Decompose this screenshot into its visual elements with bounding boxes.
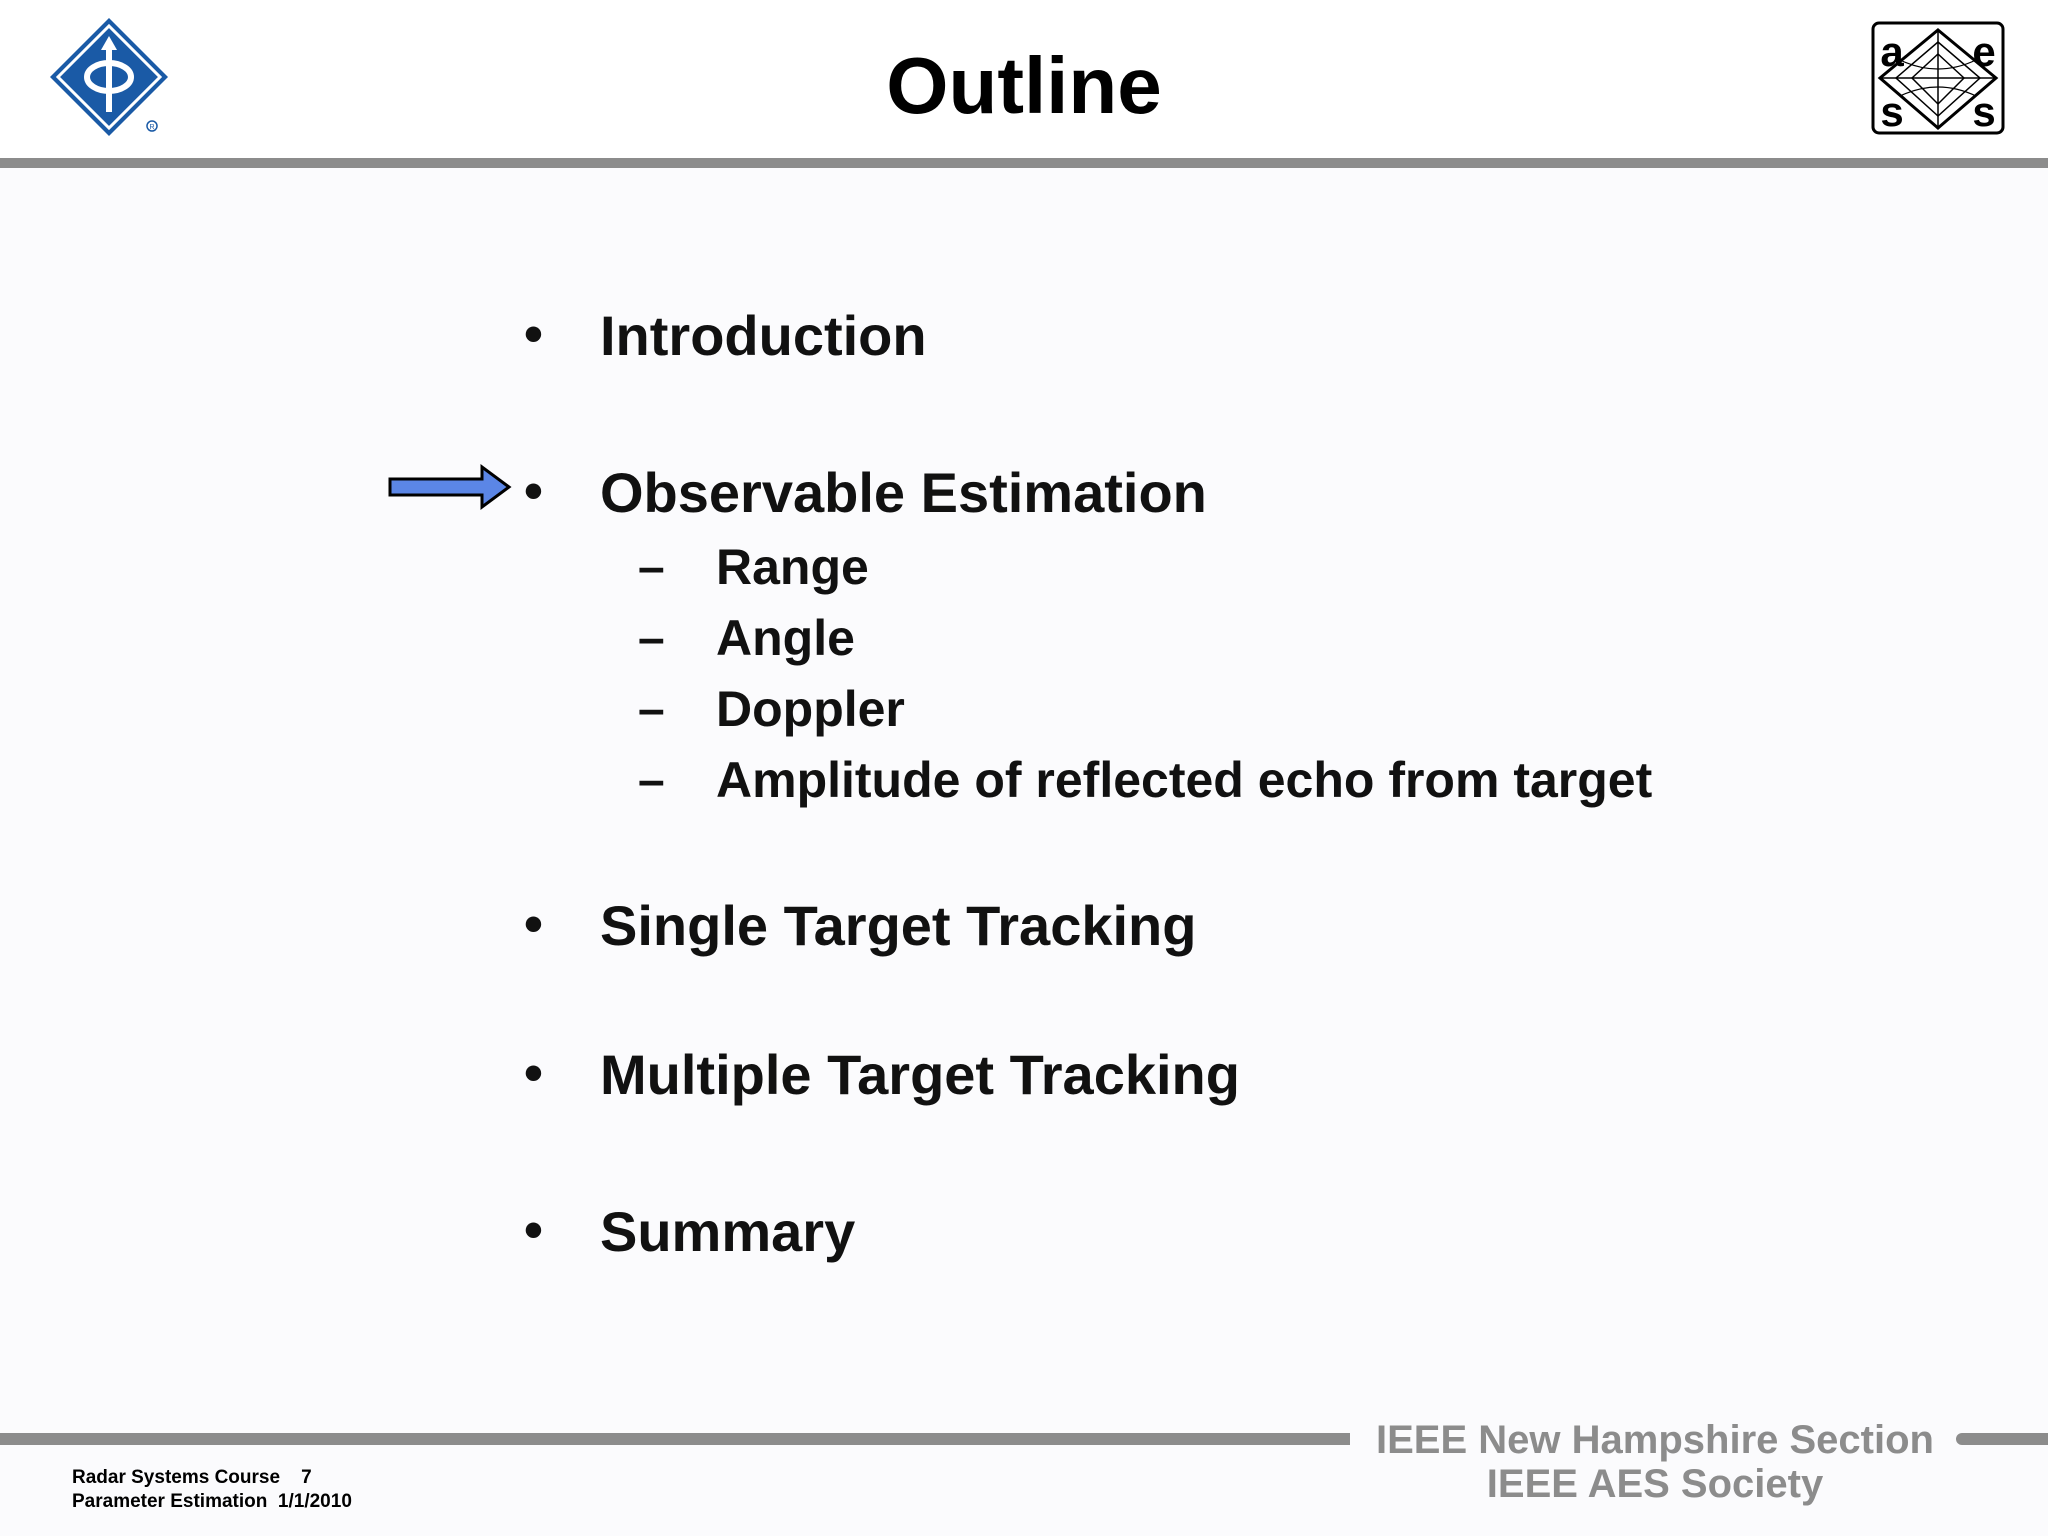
footer-org-line1: IEEE New Hampshire Section (1376, 1418, 1934, 1462)
dash-marker: – (638, 612, 665, 665)
footer-topic: Parameter Estimation (72, 1491, 268, 1512)
footer-divider-left (0, 1433, 1350, 1445)
bullet-marker: • (524, 1043, 543, 1103)
svg-text:e: e (1972, 28, 1996, 75)
svg-text:s: s (1880, 88, 1904, 135)
outline-item-label: Summary (600, 1200, 856, 1263)
dash-marker: – (638, 683, 665, 736)
sub-item-label: Angle (716, 610, 855, 666)
footer-divider-right (1956, 1433, 2048, 1445)
bullet-marker: • (524, 304, 543, 364)
footer-topic-line (72, 1490, 352, 1514)
slide-title: Outline (886, 41, 1162, 130)
svg-text:a: a (1880, 28, 1904, 75)
sub-item-label: Range (716, 539, 869, 595)
dash-marker: – (638, 754, 665, 807)
footer-course-line (72, 1466, 352, 1490)
dash-marker: – (638, 541, 665, 594)
svg-text:R: R (149, 124, 155, 131)
outline-item-label: Multiple Target Tracking (600, 1043, 1240, 1106)
footer-org-line2: IEEE AES Society (1486, 1462, 1824, 1506)
svg-text:s: s (1972, 88, 1996, 135)
bullet-marker: • (524, 894, 543, 954)
footer-course-name: Radar Systems Course (72, 1467, 281, 1488)
bullet-marker: • (524, 1200, 543, 1260)
header-divider (0, 158, 2048, 168)
footer-date: 1/1/2010 (277, 1491, 352, 1512)
current-section-arrow-icon (388, 464, 512, 510)
outline-item-label: Observable Estimation (600, 461, 1207, 524)
footer-page-number: 7 (301, 1467, 312, 1488)
outline-item-label: Single Target Tracking (600, 894, 1197, 957)
sub-item-label: Amplitude of reflected echo from target (716, 752, 1653, 808)
bullet-marker: • (524, 461, 543, 521)
footer-course-info (72, 1466, 352, 1514)
footer-organization (1360, 1418, 1950, 1506)
outline-item-label: Introduction (600, 304, 927, 367)
sub-item-label: Doppler (716, 681, 905, 737)
